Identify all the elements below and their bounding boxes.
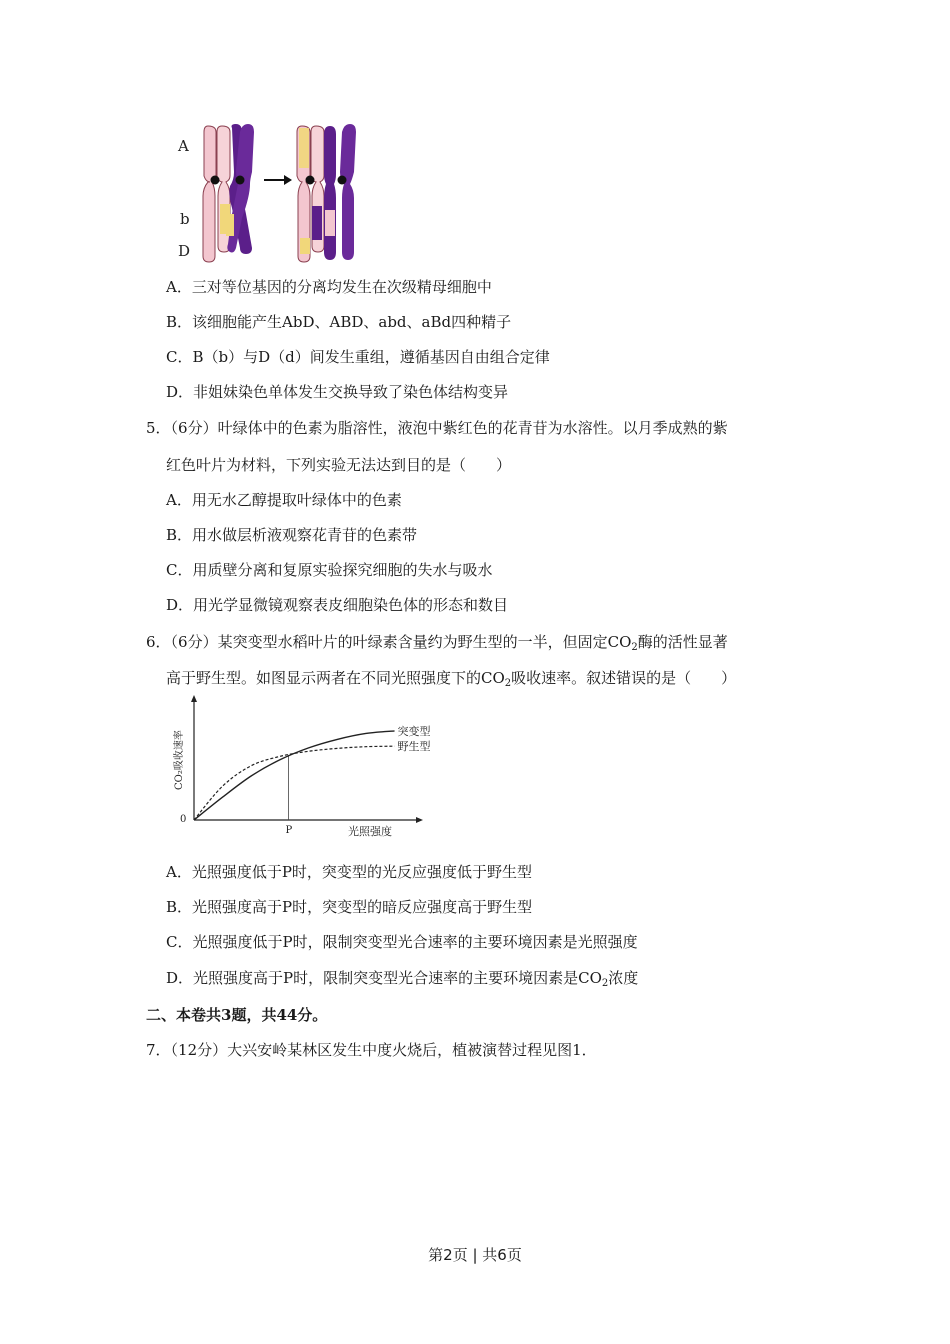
option-text: 光照强度低于P时，突变型的光反应强度低于野生型 xyxy=(191,863,532,881)
question-text: 酶的活性显著 xyxy=(637,633,728,651)
option-letter: A． xyxy=(166,278,192,296)
question-number: 7． xyxy=(146,1041,171,1059)
y-axis-arrow-icon xyxy=(191,695,197,702)
option-letter: A． xyxy=(166,863,192,881)
q6-option-c xyxy=(166,932,638,952)
option-text: 浓度 xyxy=(608,969,639,987)
series-line-wildtype xyxy=(194,746,395,820)
option-letter: B． xyxy=(166,898,193,916)
p-label: P xyxy=(285,825,293,836)
subscript: 2 xyxy=(631,642,638,653)
q5-stem-line2: 红色叶片为材料，下列实验无法达到目的是（ ） xyxy=(166,456,512,474)
option-text: 光照强度低于P时，限制突变型光合速率的主要环境因素是光照强度 xyxy=(192,933,638,951)
y-axis-label: CO₂吸收速率 xyxy=(174,730,185,790)
centromere-left-purple xyxy=(236,176,245,185)
pink-chromosome-left xyxy=(203,126,230,262)
chart-axes xyxy=(191,695,423,823)
q5-option-b xyxy=(166,525,417,545)
question-number: 5． xyxy=(146,419,171,437)
page-footer: 第2页 | 共6页 xyxy=(428,1246,522,1264)
question-text: 某突变型水稻叶片的叶绿素含量约为野生型的一半，但固定 xyxy=(217,633,608,651)
option-text: 用无水乙醇提取叶绿体中的色素 xyxy=(191,491,402,509)
q5-option-c xyxy=(166,560,493,580)
option-letter: D． xyxy=(166,383,194,401)
series-label-mutant: 突变型 xyxy=(397,724,431,738)
option-text: 该细胞能产生AbD、ABD、abd、aBd四种精子 xyxy=(192,313,512,331)
centromere-left-pink xyxy=(211,176,220,185)
centromere-right-purple xyxy=(338,176,347,185)
series-label-wildtype: 野生型 xyxy=(397,740,431,754)
subscript: 2 xyxy=(601,978,609,989)
option-text: 用光学显微镜观察表皮细胞染色体的形态和数目 xyxy=(193,596,509,614)
co2-text: CO xyxy=(578,969,602,987)
option-text: 三对等位基因的分离均发生在次级精母细胞中 xyxy=(191,278,492,296)
q4-option-b xyxy=(166,312,511,332)
q5-option-d xyxy=(166,595,508,615)
q4-option-c xyxy=(166,347,550,367)
q7-stem xyxy=(146,1040,597,1060)
x-axis-label: 光照强度 xyxy=(348,825,392,838)
question-score: （6分） xyxy=(170,419,218,437)
pink-chromosome-right xyxy=(297,126,324,262)
option-letter: C． xyxy=(166,348,193,366)
question-score: （6分） xyxy=(170,633,218,651)
question-text: 高于野生型。如图显示两者在不同光照强度下的 xyxy=(166,669,482,687)
q4-option-d xyxy=(166,382,508,402)
subscript: 2 xyxy=(504,678,512,689)
option-letter: C． xyxy=(166,933,193,951)
gene-label-D: D xyxy=(178,242,191,260)
question-text: 吸收速率。叙述错误的是（ ） xyxy=(511,669,737,687)
question-text: 叶绿体中的色素为脂溶性，液泡中紫红色的花青苷为水溶性。以月季成熟的紫 xyxy=(217,419,728,437)
gene-label-A: A xyxy=(178,137,189,155)
q6-stem-line1 xyxy=(146,632,728,652)
option-text: B（b）与D（d）间发生重组，遵循基因自由组合定律 xyxy=(192,348,550,366)
q5-stem-line1 xyxy=(146,418,728,438)
chromosome-crossover-figure xyxy=(172,118,372,266)
q6-stem-line2 xyxy=(166,668,736,688)
q5-option-a xyxy=(166,490,402,510)
q6-option-d xyxy=(166,968,638,988)
gene-label-b: b xyxy=(180,210,190,228)
arrow-icon xyxy=(264,175,292,185)
centromere-right-pink xyxy=(306,176,315,185)
option-letter: D． xyxy=(166,969,194,987)
option-letter: B． xyxy=(166,313,193,331)
origin-label: 0 xyxy=(180,814,187,825)
chart-marks xyxy=(194,731,395,820)
co2-text: CO xyxy=(481,669,505,687)
option-text: 用水做层析液观察花青苷的色素带 xyxy=(192,526,418,544)
q4-option-a xyxy=(166,277,492,297)
series-line-mutant xyxy=(194,731,395,820)
option-text: 非姐妹染色单体发生交换导致了染色体结构变异 xyxy=(193,383,509,401)
option-letter: A． xyxy=(166,491,192,509)
purple-chromosome-right xyxy=(324,124,356,260)
co2-text: CO xyxy=(607,633,632,651)
question-text: 大兴安岭某林区发生中度火烧后，植被演替过程见图1． xyxy=(227,1041,597,1059)
option-text: 用质壁分离和复原实验探究细胞的失水与吸水 xyxy=(192,561,493,579)
co2-absorption-chart xyxy=(170,700,431,845)
option-letter: D． xyxy=(166,596,194,614)
q6-option-a xyxy=(166,862,532,882)
option-letter: B． xyxy=(166,526,193,544)
option-text: 光照强度高于P时，限制突变型光合速率的主要环境因素是 xyxy=(193,969,579,987)
x-axis-arrow-icon xyxy=(416,817,423,823)
section-heading: 二、本卷共3题，共44分。 xyxy=(146,1006,328,1024)
option-letter: C． xyxy=(166,561,193,579)
q6-option-b xyxy=(166,897,532,917)
question-score: （12分） xyxy=(170,1041,228,1059)
chart-text xyxy=(172,724,431,838)
question-number: 6． xyxy=(146,633,171,651)
option-text: 光照强度高于P时，突变型的暗反应强度高于野生型 xyxy=(192,898,533,916)
